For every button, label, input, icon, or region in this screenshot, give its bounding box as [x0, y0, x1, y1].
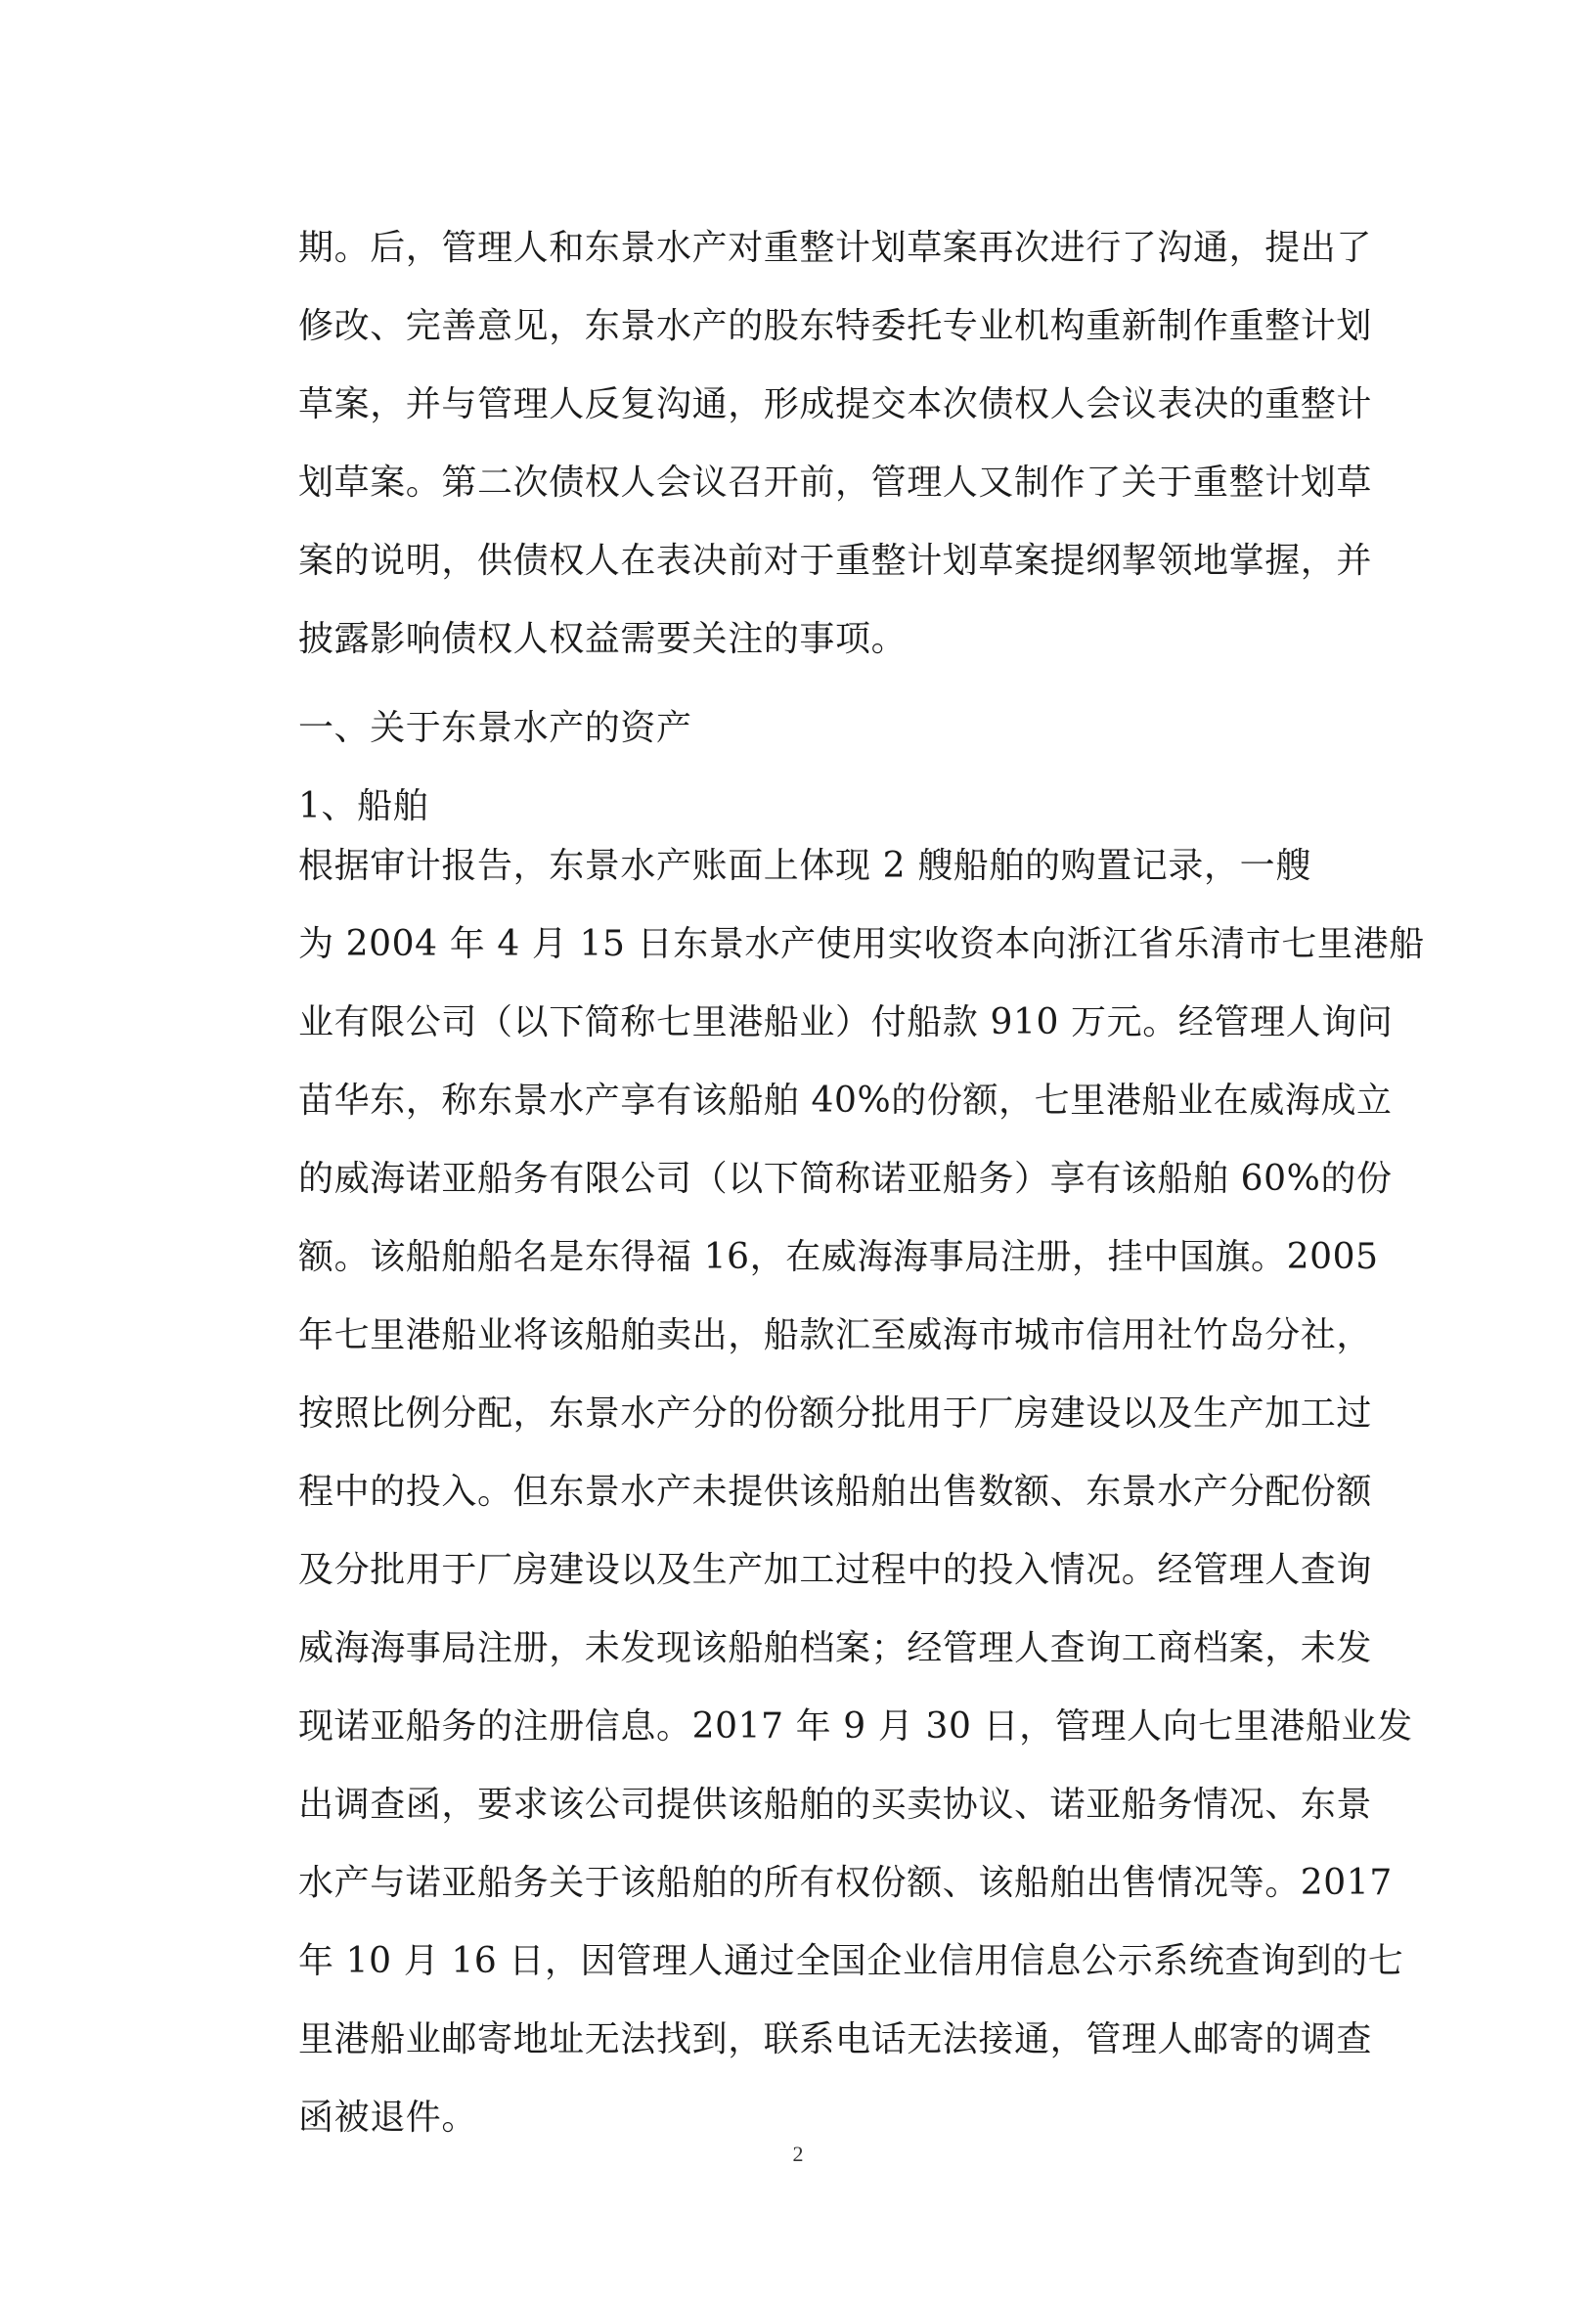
text-line: 苗华东，称东景水产享有该船舶 40%的份额，七里港船业在威海成立 — [298, 1081, 1393, 1121]
text-line: 按照比例分配，东景水产分的份额分批用于厂房建设以及生产加工过 — [298, 1393, 1373, 1434]
text-line: 威海海事局注册，未发现该船舶档案；经管理人查询工商档案，未发 — [298, 1628, 1373, 1668]
text-line: 年 10 月 16 日，因管理人通过全国企业信用信息公示系统查询到的七 — [298, 1941, 1404, 1981]
text-line: 案的说明，供债权人在表决前对于重整计划草案提纲挈领地掌握，并 — [298, 541, 1373, 581]
text-line: 及分批用于厂房建设以及生产加工过程中的投入情况。经管理人查询 — [298, 1550, 1373, 1590]
text-line: 现诺亚船务的注册信息。2017 年 9 月 30 日，管理人向七里港船业发 — [298, 1706, 1413, 1747]
text-line: 为 2004 年 4 月 15 日东景水产使用实收资本向浙江省乐清市七里港船 — [298, 924, 1425, 964]
text-line: 披露影响债权人权益需要关注的事项。 — [298, 619, 908, 659]
text-line: 划草案。第二次债权人会议召开前，管理人又制作了关于重整计划草 — [298, 463, 1373, 503]
subsection-heading: 1、船舶 — [298, 786, 429, 826]
text-line: 草案，并与管理人反复沟通，形成提交本次债权人会议表决的重整计 — [298, 384, 1373, 424]
text-line: 里港船业邮寄地址无法找到，联系电话无法接通，管理人邮寄的调查 — [298, 2019, 1373, 2059]
text-line: 业有限公司（以下简称七里港船业）付船款 910 万元。经管理人询问 — [298, 1002, 1394, 1042]
text-line: 函被退件。 — [298, 2098, 478, 2138]
text-line: 期。后，管理人和东景水产对重整计划草案再次进行了沟通，提出了 — [298, 228, 1373, 268]
page-number: 2 — [792, 2142, 804, 2166]
text-line: 额。该船舶船名是东得福 16，在威海海事局注册，挂中国旗。2005 — [298, 1237, 1379, 1277]
text-line: 根据审计报告，东景水产账面上体现 2 艘船舶的购置记录，一艘 — [298, 846, 1311, 886]
text-line: 年七里港船业将该船舶卖出，船款汇至威海市城市信用社竹岛分社， — [298, 1315, 1373, 1355]
text-line: 程中的投入。但东景水产未提供该船舶出售数额、东景水产分配份额 — [298, 1472, 1373, 1512]
text-line: 水产与诺亚船务关于该船舶的所有权份额、该船舶出售情况等。2017 — [298, 1863, 1393, 1903]
text-line: 修改、完善意见，东景水产的股东特委托专业机构重新制作重整计划 — [298, 306, 1373, 346]
section-heading: 一、关于东景水产的资产 — [298, 708, 692, 748]
text-line: 的威海诺亚船务有限公司（以下简称诺亚船务）享有该船舶 60%的份 — [298, 1159, 1393, 1199]
text-line: 出调查函，要求该公司提供该船舶的买卖协议、诺亚船务情况、东景 — [298, 1785, 1373, 1825]
